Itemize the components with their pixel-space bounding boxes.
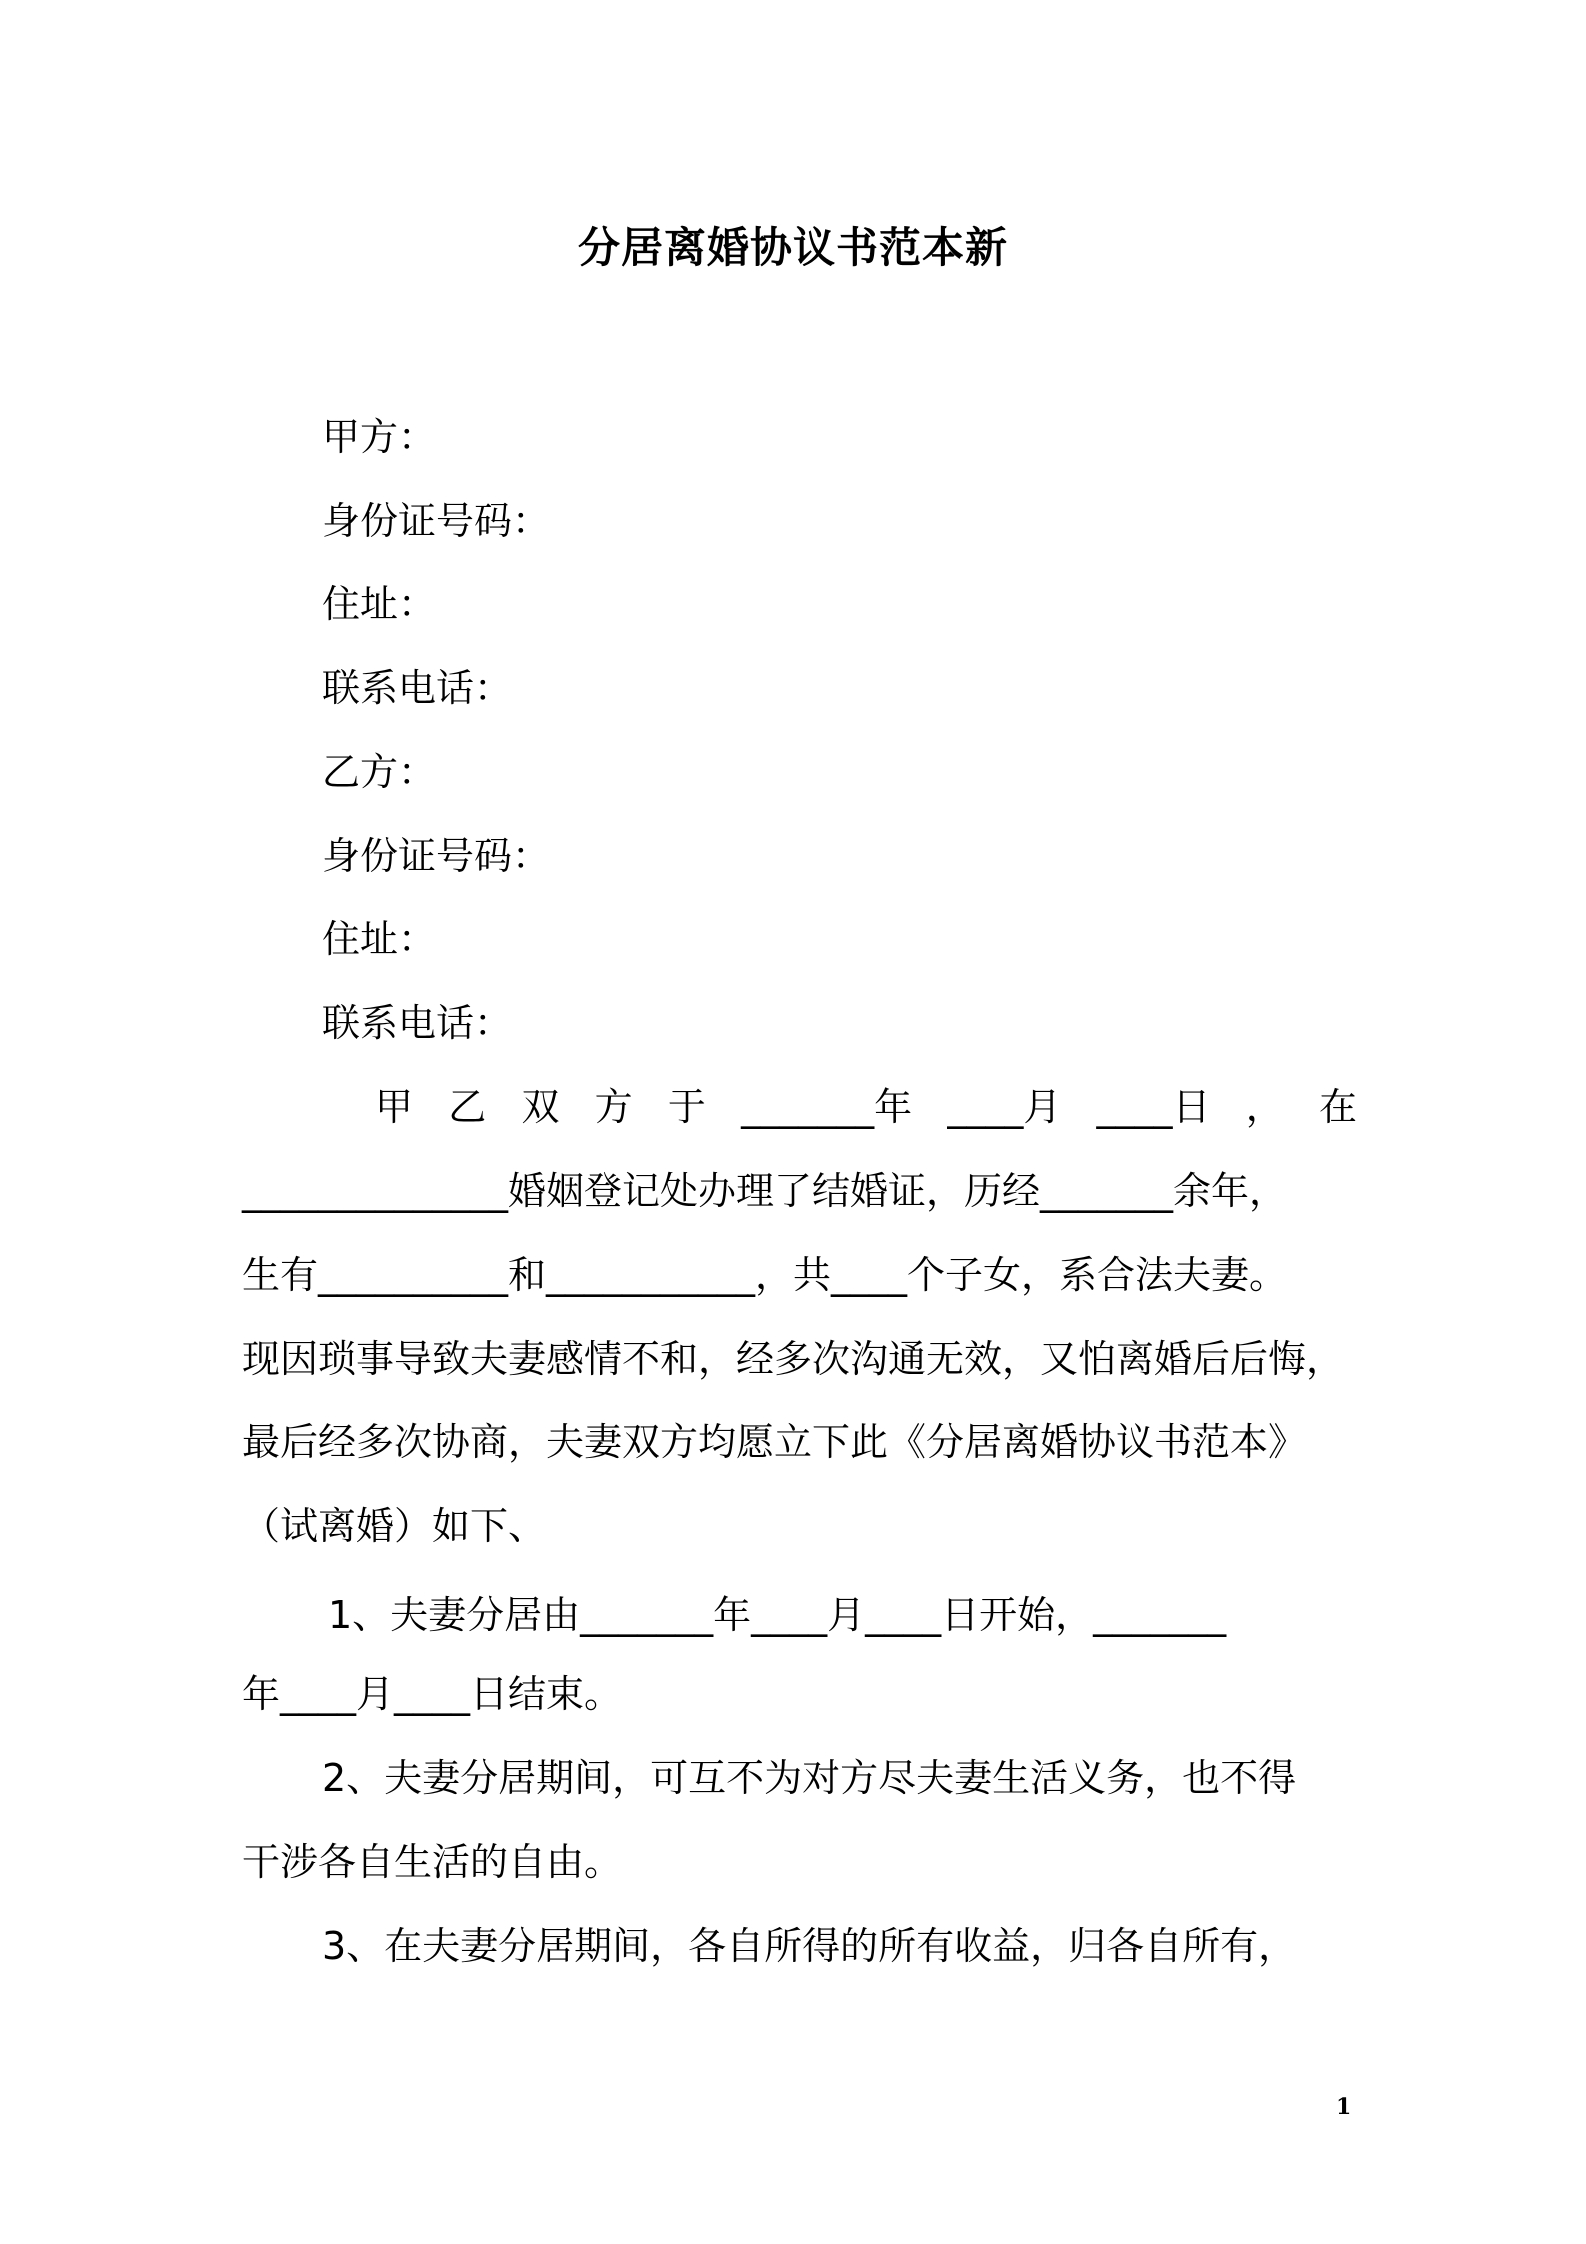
- preamble-word: 于: [667, 1085, 706, 1129]
- preamble-word: 乙: [448, 1085, 487, 1129]
- clause-2-line-1: 2、夫妻分居期间，可互不为对方尽夫妻生活义务，也不得: [322, 1756, 1297, 1800]
- party-b-address-label: 住址：: [322, 917, 437, 961]
- clause-3-line-1: 3、在夫妻分居期间，各自所得的所有收益，归各自所有，: [322, 1924, 1297, 1968]
- party-a-address-label: 住址：: [322, 582, 437, 626]
- preamble-word: 甲: [375, 1085, 414, 1129]
- party-b-label: 乙方：: [322, 750, 437, 794]
- preamble-line-4: 现因琐事导致夫妻感情不和，经多次沟通无效，又怕离婚后后悔，: [242, 1337, 1345, 1381]
- clause-1-line-1: 1、夫妻分居由_______年____月____日开始，_______: [328, 1593, 1227, 1637]
- document-title: 分居离婚协议书范本新: [577, 223, 1008, 272]
- party-a-label: 甲方：: [322, 415, 437, 459]
- preamble-word: ____月: [947, 1085, 1062, 1129]
- preamble-line-1: [375, 1082, 1357, 1132]
- preamble-word: 双: [521, 1085, 560, 1129]
- preamble-word: 方: [594, 1085, 633, 1129]
- preamble-line-6: （试离婚）如下、: [242, 1504, 547, 1548]
- party-b-id-label: 身份证号码：: [322, 834, 551, 878]
- preamble-word: 在: [1318, 1085, 1357, 1129]
- clause-2-line-2: 干涉各自生活的自由。: [242, 1840, 623, 1884]
- preamble-word: ____日: [1096, 1085, 1211, 1129]
- preamble-line-5: 最后经多次协商，夫妻双方均愿立下此《分居离婚协议书范本》: [242, 1420, 1307, 1464]
- page-number: 1: [1336, 2094, 1352, 2120]
- preamble-line-3: 生有__________和___________，共____个子女，系合法夫妻。: [242, 1253, 1288, 1297]
- preamble-word: _______年: [741, 1085, 913, 1129]
- clause-1-line-2: 年____月____日结束。: [242, 1672, 623, 1716]
- party-a-phone-label: 联系电话：: [322, 666, 513, 710]
- preamble-word: ，: [1245, 1085, 1284, 1129]
- party-a-id-label: 身份证号码：: [322, 499, 551, 543]
- party-b-phone-label: 联系电话：: [322, 1001, 513, 1045]
- preamble-line-2: ______________婚姻登记处办理了结婚证，历经_______余年，: [242, 1169, 1288, 1213]
